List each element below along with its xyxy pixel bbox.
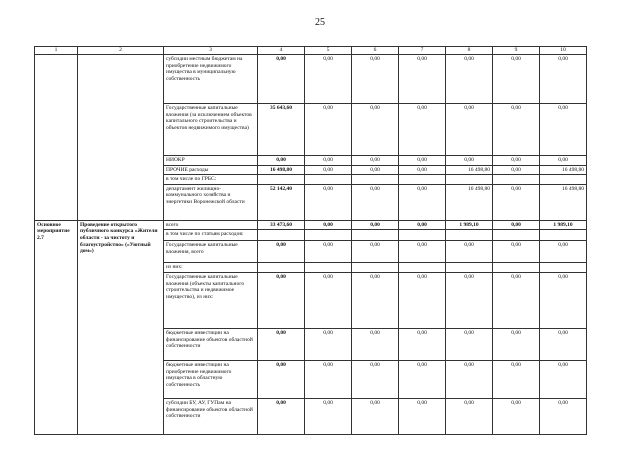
- value-cell: 0,00: [399, 104, 446, 156]
- value-cell: 0,00: [352, 55, 399, 104]
- value-cell: 0,00: [352, 398, 399, 434]
- activity-title: Проведение открытого публичного конкурса «Жители области - за чистоту и благоустройство» («Уютный дом»): [78, 220, 164, 434]
- value-cell: 0,00: [305, 55, 352, 104]
- value-cell: 0,00: [258, 55, 305, 104]
- empty-cell: [540, 263, 587, 273]
- empty-cell: [258, 175, 305, 185]
- empty-cell: [258, 230, 305, 241]
- value-cell: 0,00: [446, 104, 493, 156]
- empty-cell: [78, 55, 164, 221]
- value-cell: 0,00: [540, 328, 587, 360]
- row-description: ПРОЧИЕ расходы: [164, 165, 258, 175]
- value-cell: 16 498,80: [540, 184, 587, 220]
- value-cell: 0,00: [399, 55, 446, 104]
- value-cell: 0,00: [352, 165, 399, 175]
- value-cell: 0,00: [305, 241, 352, 263]
- value-cell: 0,00: [446, 360, 493, 398]
- value-cell: 1 989,10: [446, 220, 493, 230]
- row-description: в том числе по ГРБС:: [164, 175, 258, 185]
- value-cell: 0,00: [399, 328, 446, 360]
- header-cell: 10: [540, 47, 587, 55]
- value-cell: 0,00: [258, 241, 305, 263]
- empty-cell: [446, 175, 493, 185]
- value-cell: 0,00: [399, 184, 446, 220]
- header-row: [35, 47, 587, 55]
- value-cell: 0,00: [493, 241, 540, 263]
- value-cell: 0,00: [446, 272, 493, 328]
- empty-cell: [399, 230, 446, 241]
- row-description: в том числе по статьям расходов:: [164, 230, 258, 241]
- row-description: НИОКР: [164, 156, 258, 166]
- value-cell: 0,00: [493, 328, 540, 360]
- value-cell: 1 989,10: [540, 220, 587, 230]
- value-cell: 16 498,80: [540, 165, 587, 175]
- value-cell: 0,00: [305, 220, 352, 230]
- value-cell: 0,00: [399, 398, 446, 434]
- value-cell: 0,00: [399, 220, 446, 230]
- value-cell: 0,00: [493, 272, 540, 328]
- empty-cell: [352, 263, 399, 273]
- value-cell: 0,00: [352, 104, 399, 156]
- value-cell: 0,00: [540, 104, 587, 156]
- row-description: субсидии БУ, АУ, ГУПам на финансирование объектов областной собственности: [164, 398, 258, 434]
- value-cell: 0,00: [446, 55, 493, 104]
- value-cell: 0,00: [258, 360, 305, 398]
- empty-cell: [540, 230, 587, 241]
- page-number: 25: [315, 17, 325, 28]
- empty-cell: [305, 263, 352, 273]
- value-cell: 0,00: [352, 241, 399, 263]
- value-cell: 0,00: [540, 398, 587, 434]
- empty-cell: [399, 175, 446, 185]
- value-cell: 0,00: [352, 156, 399, 166]
- header-cell: 4: [258, 47, 305, 55]
- header-cell: 1: [35, 47, 78, 55]
- value-cell: 0,00: [399, 360, 446, 398]
- empty-cell: [399, 263, 446, 273]
- value-cell: 0,00: [258, 328, 305, 360]
- value-cell: 0,00: [493, 184, 540, 220]
- value-cell: 0,00: [305, 272, 352, 328]
- empty-cell: [493, 175, 540, 185]
- row-description: Государственные капитальные вложения (за исключением объектов капитального строительства и объектов недвижимого имущества): [164, 104, 258, 156]
- value-cell: 0,00: [493, 55, 540, 104]
- header-cell: 7: [399, 47, 446, 55]
- value-cell: 0,00: [399, 241, 446, 263]
- empty-cell: [493, 263, 540, 273]
- row-description: всего: [164, 220, 258, 230]
- header-cell: 5: [305, 47, 352, 55]
- value-cell: 0,00: [540, 241, 587, 263]
- value-cell: 0,00: [540, 360, 587, 398]
- table-row: [35, 55, 587, 104]
- value-cell: 0,00: [399, 272, 446, 328]
- value-cell: 0,00: [258, 272, 305, 328]
- value-cell: 0,00: [399, 165, 446, 175]
- empty-cell: [258, 263, 305, 273]
- value-cell: 0,00: [493, 165, 540, 175]
- value-cell: 0,00: [352, 360, 399, 398]
- empty-cell: [446, 230, 493, 241]
- value-cell: 0,00: [305, 184, 352, 220]
- value-cell: 0,00: [493, 360, 540, 398]
- value-cell: 0,00: [446, 328, 493, 360]
- header-cell: 8: [446, 47, 493, 55]
- row-description: департамент жилищно-коммунального хозяйства и энергетики Воронежской области: [164, 184, 258, 220]
- row-description: субсидии местным бюджетам на приобретение недвижимого имущества в муниципальную собственность: [164, 55, 258, 104]
- value-cell: 0,00: [493, 156, 540, 166]
- value-cell: 0,00: [540, 272, 587, 328]
- value-cell: 0,00: [305, 165, 352, 175]
- value-cell: 0,00: [305, 398, 352, 434]
- value-cell: 16 498,80: [446, 165, 493, 175]
- empty-cell: [35, 55, 78, 221]
- value-cell: 0,00: [352, 220, 399, 230]
- header-cell: 3: [164, 47, 258, 55]
- value-cell: 0,00: [305, 156, 352, 166]
- empty-cell: [352, 230, 399, 241]
- value-cell: 0,00: [446, 156, 493, 166]
- empty-cell: [493, 230, 540, 241]
- value-cell: 33 473,60: [258, 220, 305, 230]
- empty-cell: [305, 175, 352, 185]
- value-cell: 52 142,40: [258, 184, 305, 220]
- value-cell: 0,00: [540, 156, 587, 166]
- value-cell: 0,00: [493, 398, 540, 434]
- row-description: Государственные капитальные вложения (объекты капитального строительства и недвижимое имущество), из них:: [164, 272, 258, 328]
- header-cell: 6: [352, 47, 399, 55]
- row-description: Государственные капитальные вложения, всего: [164, 241, 258, 263]
- activity-code: Основное мероприятие 2.7: [35, 220, 78, 434]
- value-cell: 0,00: [540, 55, 587, 104]
- value-cell: 0,00: [258, 398, 305, 434]
- value-cell: 16 498,80: [446, 184, 493, 220]
- value-cell: 0,00: [493, 104, 540, 156]
- empty-cell: [305, 230, 352, 241]
- value-cell: 35 643,60: [258, 104, 305, 156]
- empty-cell: [446, 263, 493, 273]
- header-cell: 9: [493, 47, 540, 55]
- table-row: [35, 220, 587, 230]
- budget-table: [34, 46, 587, 435]
- value-cell: 0,00: [352, 184, 399, 220]
- value-cell: 0,00: [352, 272, 399, 328]
- value-cell: 0,00: [352, 328, 399, 360]
- value-cell: 0,00: [305, 328, 352, 360]
- value-cell: 0,00: [258, 156, 305, 166]
- row-description: бюджетные инвестиции на финансирование объектов областной собственности: [164, 328, 258, 360]
- value-cell: 0,00: [305, 360, 352, 398]
- value-cell: 0,00: [493, 220, 540, 230]
- row-description: бюджетные инвестиции на приобретение недвижимого имущества в областную собственность: [164, 360, 258, 398]
- value-cell: 16 498,80: [258, 165, 305, 175]
- empty-cell: [540, 175, 587, 185]
- empty-cell: [352, 175, 399, 185]
- header-cell: 2: [78, 47, 164, 55]
- value-cell: 0,00: [446, 398, 493, 434]
- value-cell: 0,00: [446, 241, 493, 263]
- row-description: из них:: [164, 263, 258, 273]
- value-cell: 0,00: [399, 156, 446, 166]
- value-cell: 0,00: [305, 104, 352, 156]
